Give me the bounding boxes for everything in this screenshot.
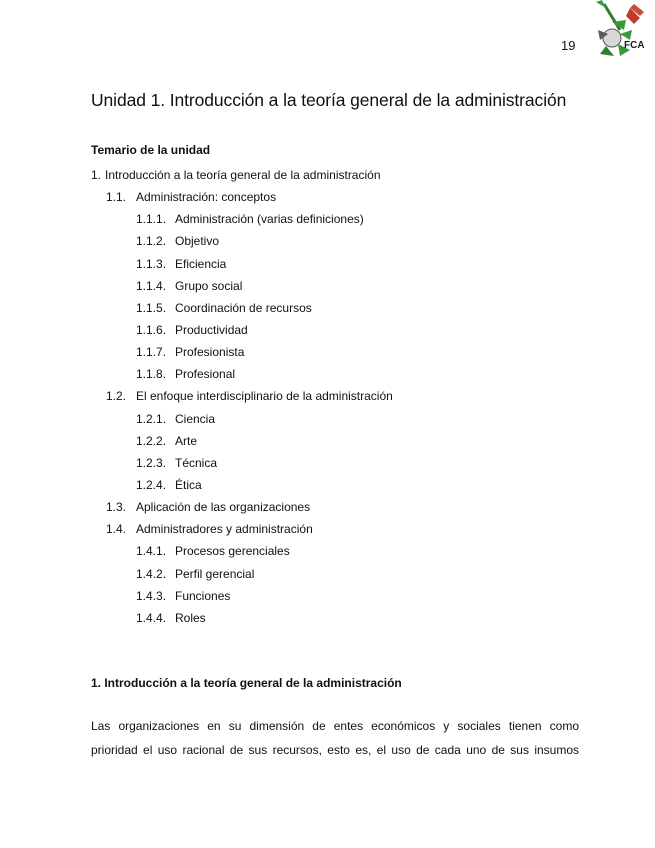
unit-title: Unidad 1. Introducción a la teoría general de la administración [91, 90, 567, 110]
toc-item-text: Coordinación de recursos [175, 300, 312, 315]
toc-item [0, 164, 655, 186]
syllabus-heading: Temario de la unidad [91, 143, 211, 157]
toc-item [0, 363, 655, 385]
toc-item [0, 385, 655, 407]
toc-item [0, 275, 655, 297]
toc-item-number: 1. [91, 168, 102, 182]
toc-item-text: El enfoque interdisciplinario de la administración [136, 389, 393, 404]
toc-item-number: 1.2. [106, 389, 127, 404]
toc-item-text: Administración (varias definiciones) [175, 212, 364, 227]
toc-item-text: Perfil gerencial [175, 566, 255, 581]
body-paragraph [91, 714, 579, 762]
toc-item [0, 208, 655, 230]
toc-item [0, 341, 655, 363]
fca-logo-icon [590, 0, 652, 60]
syllabus-list [0, 164, 655, 629]
toc-item [0, 452, 655, 474]
toc-item-number: 1.1.8. [136, 367, 167, 382]
toc-item [0, 230, 655, 252]
toc-item-number: 1.1.6. [136, 322, 167, 337]
toc-item-number: 1.1.4. [136, 278, 167, 293]
toc-item [0, 563, 655, 585]
toc-item-text: Roles [175, 610, 206, 625]
toc-item-text: Productividad [175, 322, 248, 337]
toc-item [0, 540, 655, 562]
toc-item-number: 1.2.1. [136, 411, 167, 426]
toc-item-number: 1.3. [106, 500, 127, 515]
toc-item-text: Objetivo [175, 234, 220, 249]
toc-item [0, 430, 655, 452]
toc-item-text: Procesos gerenciales [175, 544, 290, 559]
toc-item-number: 1.1. [106, 190, 127, 205]
toc-item-text: Ética [175, 477, 202, 492]
toc-item-text: Introducción a la teoría general de la administración [105, 168, 381, 182]
section-heading: 1. Introducción a la teoría general de la administración [91, 676, 402, 690]
paragraph-line: Las organizaciones en su dimensión de entes económicos y sociales tienen como [91, 719, 579, 733]
toc-item [0, 607, 655, 629]
toc-item-number: 1.4.4. [136, 610, 167, 625]
toc-item-text: Profesionista [175, 345, 245, 360]
toc-item [0, 253, 655, 275]
page-number: 19 [561, 38, 576, 53]
toc-item-number: 1.1.2. [136, 234, 167, 249]
toc-item [0, 297, 655, 319]
toc-item [0, 585, 655, 607]
toc-item [0, 496, 655, 518]
toc-item-text: Arte [175, 433, 198, 448]
toc-item [0, 474, 655, 496]
toc-item-number: 1.1.3. [136, 256, 167, 271]
toc-item-number: 1.1.5. [136, 300, 167, 315]
toc-item-text: Administración: conceptos [136, 190, 277, 205]
toc-item [0, 319, 655, 341]
toc-item-text: Administradores y administración [136, 522, 313, 537]
toc-item-text: Ciencia [175, 411, 216, 426]
toc-item-number: 1.1.7. [136, 345, 167, 360]
toc-item-number: 1.2.2. [136, 433, 167, 448]
toc-item-text: Eficiencia [175, 256, 227, 271]
toc-item-text: Grupo social [175, 278, 243, 293]
toc-item [0, 408, 655, 430]
fca-logo [590, 0, 652, 60]
toc-item-number: 1.4.2. [136, 566, 167, 581]
paragraph-line: prioridad el uso racional de sus recursos, esto es, el uso de cada uno de sus insumos [91, 743, 579, 757]
toc-item-number: 1.2.4. [136, 477, 167, 492]
toc-item-number: 1.4.3. [136, 588, 167, 603]
toc-item-text: Funciones [175, 588, 231, 603]
toc-item-number: 1.2.3. [136, 455, 167, 470]
toc-item-text: Aplicación de las organizaciones [136, 500, 311, 515]
toc-item-number: 1.4.1. [136, 544, 167, 559]
toc-item [0, 518, 655, 540]
toc-item-text: Profesional [175, 367, 236, 382]
toc-item [0, 186, 655, 208]
toc-item-number: 1.4. [106, 522, 127, 537]
fca-logo-text: FCA [624, 40, 645, 51]
toc-item-text: Técnica [175, 455, 218, 470]
toc-item-number: 1.1.1. [136, 212, 167, 227]
